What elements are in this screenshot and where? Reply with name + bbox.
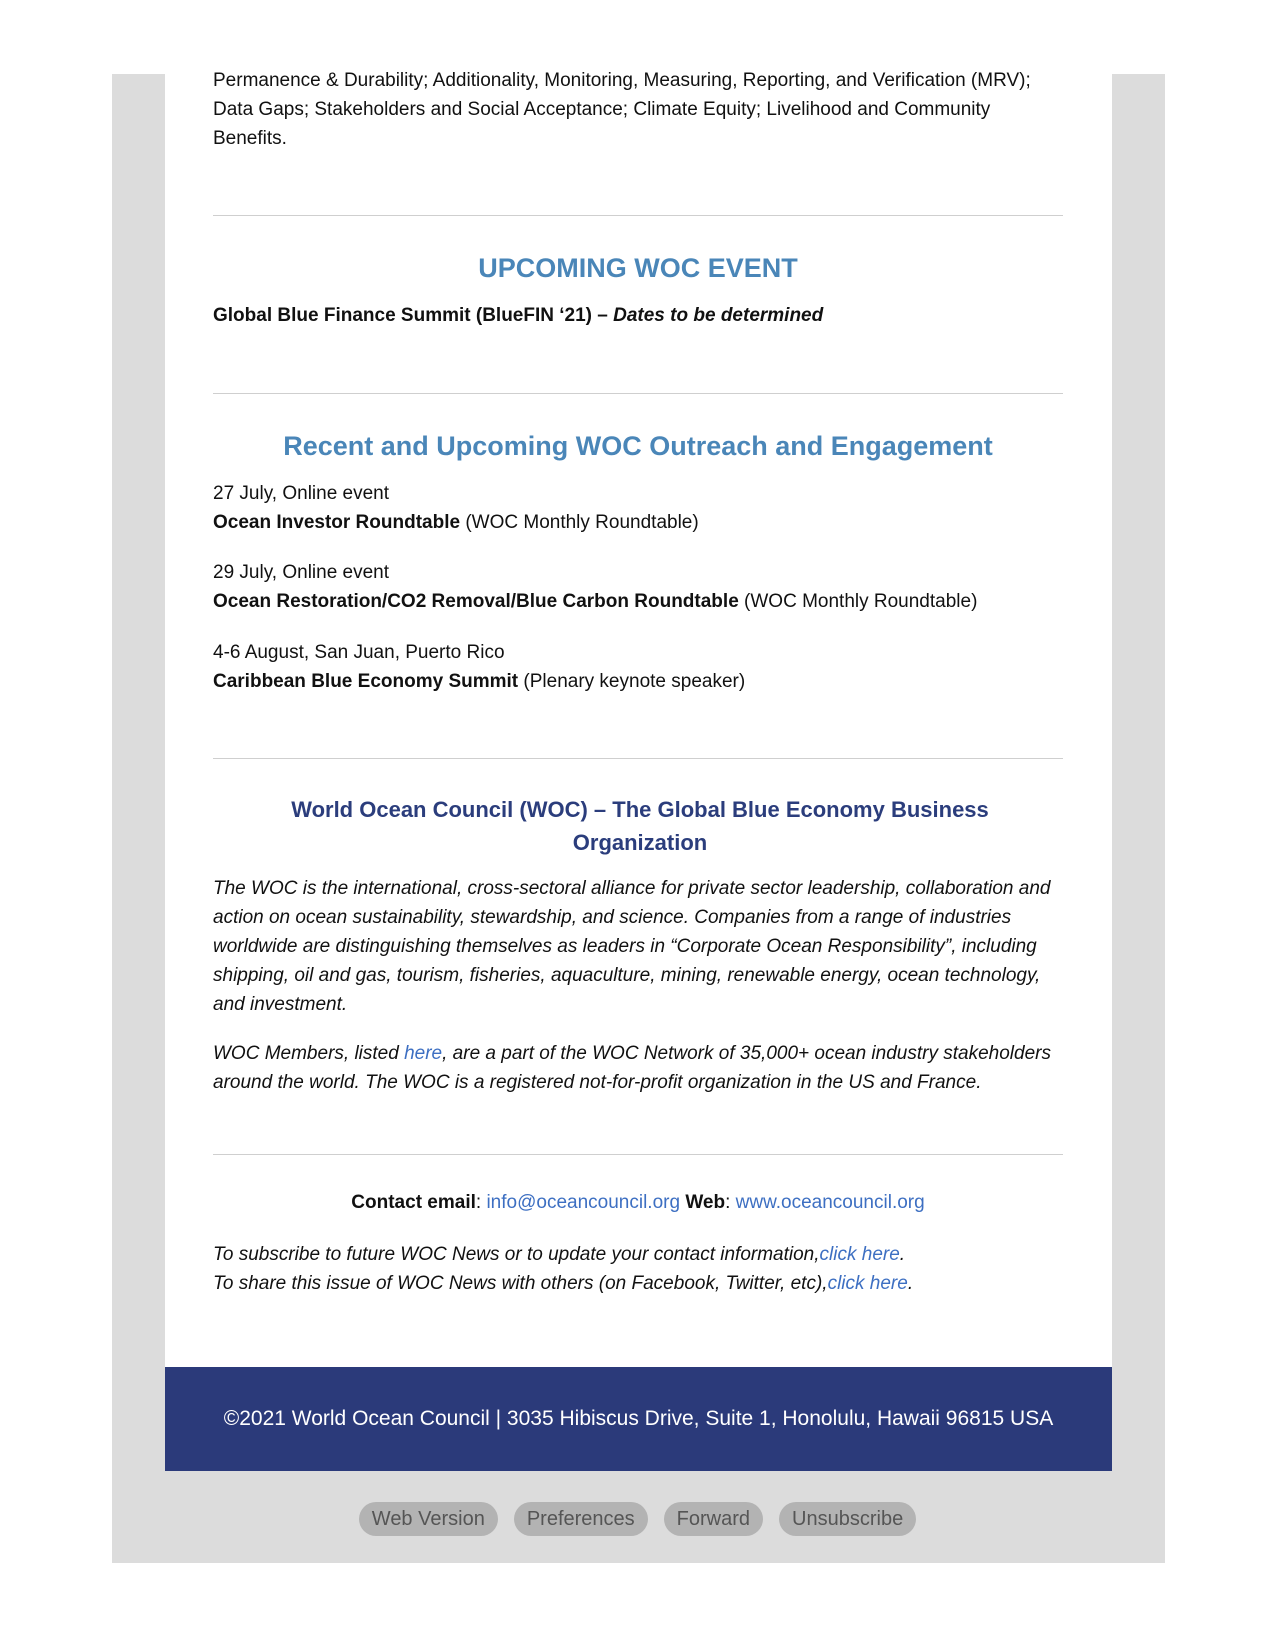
divider: [213, 215, 1063, 216]
upcoming-event-dates: Dates to be determined: [613, 305, 824, 326]
footer-actions: [0, 1502, 1275, 1536]
contact-email-label: Contact email: [351, 1192, 476, 1213]
outreach-event-when: 27 July, Online event: [213, 483, 390, 504]
about-paragraph: The WOC is the international, cross-sectoral alliance for private sector leadership, collaboration and action on ocean sustainability, stewardship, and science. Companies from a range of industries worldwide are distinguishing themselves as leaders in “Corporate Ocean Responsibility”, including shipping, oil and gas, tourism, fisheries, aquaculture, mining, renewable energy, ocean technology, and investment.: [213, 878, 1051, 1015]
contact-line: [213, 1188, 1063, 1217]
punctuation: .: [899, 1244, 906, 1265]
footer-copyright: ©2021 World Ocean Council | 3035 Hibiscus Drive, Suite 1, Honolulu, Hawaii 96815 USA: [223, 1407, 1054, 1430]
members-paragraph: [213, 1039, 1063, 1097]
upcoming-event-heading: UPCOMING WOC EVENT: [478, 253, 798, 283]
separator: :: [475, 1192, 487, 1213]
upcoming-event-line: [213, 301, 1063, 330]
share-link[interactable]: click here: [827, 1273, 908, 1294]
preferences-button[interactable]: Preferences: [514, 1502, 648, 1536]
share-line: [213, 1269, 1063, 1298]
intro-section: [213, 66, 1063, 153]
divider: [213, 393, 1063, 394]
outreach-event-note: (WOC Monthly Roundtable): [738, 591, 978, 612]
intro-text: Permanence & Durability; Additionality, Monitoring, Measuring, Reporting, and Verification (MRV); Data Gaps; Stakeholders and Social Acceptance; Climate Equity; Livelihood and Community Benefits.: [213, 70, 1031, 149]
unsubscribe-button[interactable]: Unsubscribe: [779, 1502, 916, 1536]
contact-web-link[interactable]: www.oceancouncil.org: [735, 1192, 925, 1213]
about-heading: World Ocean Council (WOC) – The Global Blue Economy Business Organization: [291, 797, 989, 855]
members-text-post: , are a part of the WOC Network of 35,000+ ocean industry stakeholders around the world. The WOC is a registered not-for-profit organization in the US and France.: [213, 1043, 1051, 1093]
outreach-event: [213, 479, 1063, 537]
outreach-event: [213, 638, 1063, 696]
members-link[interactable]: here: [404, 1043, 443, 1064]
outreach-heading: Recent and Upcoming WOC Outreach and Engagement: [283, 431, 993, 461]
outreach-event-note: (Plenary keynote speaker): [518, 671, 746, 692]
upcoming-event-name: Global Blue Finance Summit (BlueFIN ‘21) –: [213, 305, 614, 326]
subscribe-line: [213, 1240, 1063, 1269]
outreach-event-when: 29 July, Online event: [213, 562, 390, 583]
subscribe-link[interactable]: click here: [819, 1244, 900, 1265]
punctuation: .: [907, 1273, 914, 1294]
contact-email-link[interactable]: info@oceancouncil.org: [486, 1192, 681, 1213]
subscribe-section: [213, 1240, 1063, 1298]
outreach-event: [213, 558, 1063, 616]
separator: :: [725, 1192, 736, 1213]
about-section: [213, 874, 1063, 1097]
outreach-event-when: 4-6 August, San Juan, Puerto Rico: [213, 642, 505, 663]
subscribe-text: To subscribe to future WOC News or to update your contact information,: [213, 1244, 820, 1265]
outreach-event-title: Caribbean Blue Economy Summit: [213, 671, 519, 692]
members-text-pre: WOC Members, listed: [213, 1043, 405, 1064]
share-text: To share this issue of WOC News with others (on Facebook, Twitter, etc),: [213, 1273, 828, 1294]
web-version-button[interactable]: Web Version: [359, 1502, 498, 1536]
divider: [213, 1154, 1063, 1155]
outreach-event-note: (WOC Monthly Roundtable): [460, 512, 699, 533]
outreach-event-title: Ocean Restoration/CO2 Removal/Blue Carbon Roundtable: [213, 591, 739, 612]
forward-button[interactable]: Forward: [664, 1502, 763, 1536]
footer-bar: [165, 1367, 1112, 1471]
contact-web-label: Web: [685, 1192, 726, 1213]
divider: [213, 758, 1063, 759]
outreach-event-title: Ocean Investor Roundtable: [213, 512, 461, 533]
